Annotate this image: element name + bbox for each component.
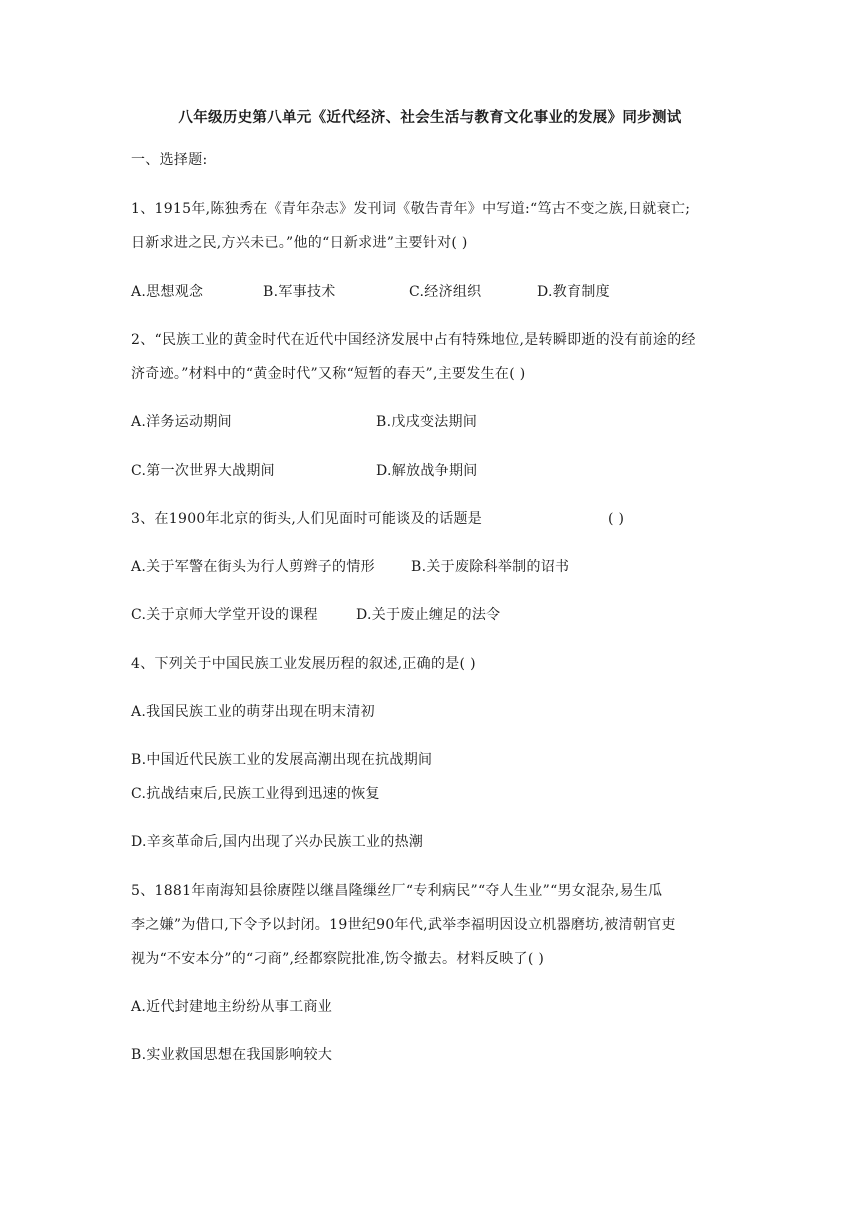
q4-option-b: B.中国近代民族工业的发展高潮出现在抗战期间	[131, 752, 433, 768]
q5-option-a: A.近代封建地主纷纷从事工商业	[131, 999, 333, 1015]
q3-stem: 3、在1900年北京的街头,人们见面时可能谈及的话题是	[131, 511, 483, 527]
q4-option-c: C.抗战结束后,民族工业得到迅速的恢复	[131, 786, 380, 802]
q5-stem-line3: 视为“不安本分”的“刁商”,经都察院批准,饬令撤去。材料反映了( )	[131, 951, 545, 967]
q2-option-a: A.洋务运动期间	[131, 414, 232, 430]
q3-option-d: D.关于废止缠足的法令	[356, 607, 501, 623]
q3-option-c: C.关于京师大学堂开设的课程	[131, 607, 318, 623]
q5-option-b: B.实业救国思想在我国影响较大	[131, 1047, 333, 1063]
q1-option-c: C.经济组织	[409, 284, 482, 300]
q2-stem-line2: 济奇迹。”材料中的“黄金时代”又称“短暂的春天”,主要发生在( )	[131, 366, 526, 382]
section-heading: 一、选择题:	[131, 152, 208, 168]
q1-stem-line2: 日新求进之民,方兴未已。”他的“日新求进”主要针对( )	[131, 235, 468, 251]
q5-stem-line1: 5、1881年南海知县徐赓陛以继昌隆缫丝厂“专利病民”“夺人生业”“男女混杂,易生瓜	[131, 883, 663, 899]
q4-option-d: D.辛亥革命后,国内出现了兴办民族工业的热潮	[131, 834, 424, 850]
q2-stem-line1: 2、“民族工业的黄金时代在近代中国经济发展中占有特殊地位,是转瞬即逝的没有前途的经	[131, 332, 696, 348]
document-title: 八年级历史第八单元《近代经济、社会生活与教育文化事业的发展》同步测试	[178, 109, 682, 126]
q4-option-a: A.我国民族工业的萌芽出现在明末清初	[131, 704, 375, 720]
q3-answer-paren: ( )	[608, 511, 625, 527]
q2-option-b: B.戊戌变法期间	[376, 414, 478, 430]
q2-option-d: D.解放战争期间	[376, 463, 478, 479]
q2-option-c: C.第一次世界大战期间	[131, 463, 275, 479]
q5-stem-line2: 李之嫌”为借口,下令予以封闭。19世纪90年代,武举李福明因设立机器磨坊,被清朝官吏	[131, 917, 676, 933]
q3-option-a: A.关于军警在街头为行人剪辫子的情形	[131, 559, 375, 575]
q1-stem-line1: 1、1915年,陈独秀在《青年杂志》发刊词《敬告青年》中写道:“笃古不变之族,日就衰亡;	[131, 201, 691, 217]
q1-option-a: A.思想观念	[131, 284, 204, 300]
q3-option-b: B.关于废除科举制的诏书	[411, 559, 570, 575]
q4-stem: 4、下列关于中国民族工业发展历程的叙述,正确的是( )	[131, 656, 476, 672]
q1-option-b: B.军事技术	[263, 284, 336, 300]
q1-option-d: D.教育制度	[537, 284, 610, 300]
